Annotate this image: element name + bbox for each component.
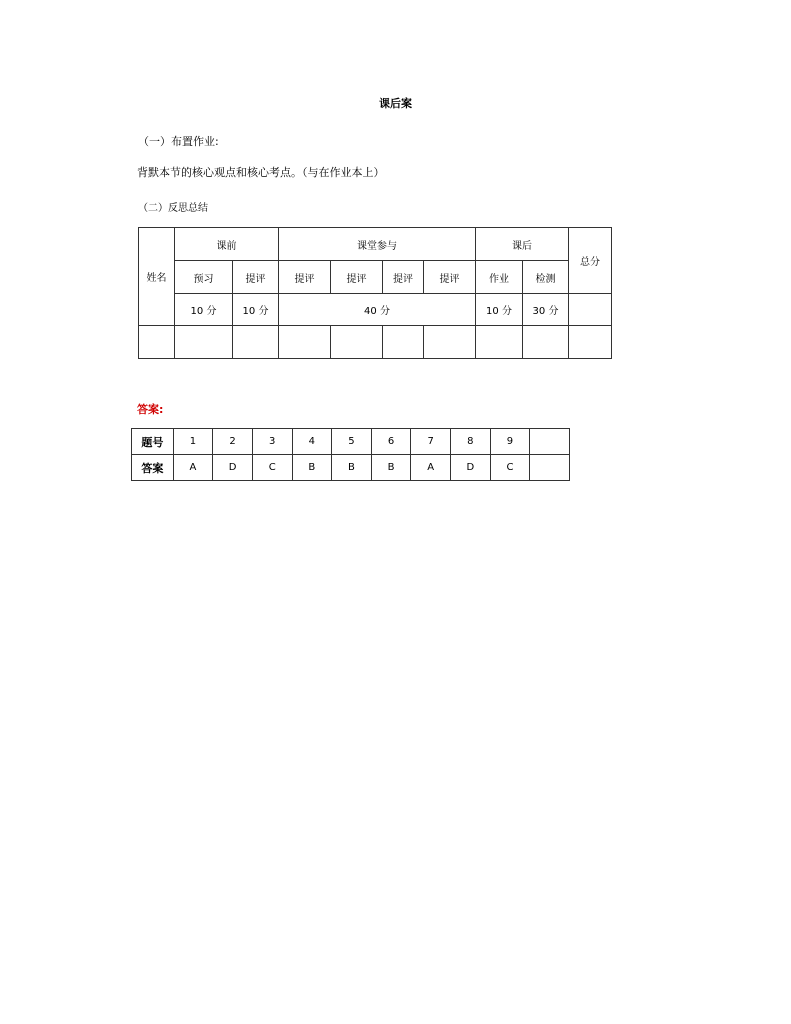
assignment-text: 背默本节的核心观点和核心考点。（与在作业本上） xyxy=(137,166,385,179)
answer-table xyxy=(131,428,570,481)
total-header: 总分 xyxy=(569,228,612,294)
homework-score: 10 分 xyxy=(476,294,523,326)
answer-cell xyxy=(530,455,570,481)
pre-class-header: 课前 xyxy=(175,228,279,261)
question-number-cell: 6 xyxy=(371,429,411,455)
tipin-header-1: 提评 xyxy=(233,261,279,294)
total-score-cell xyxy=(569,294,612,326)
answer-cell: C xyxy=(252,455,292,481)
in-class-header: 课堂参与 xyxy=(279,228,476,261)
tipin-header-5: 提评 xyxy=(424,261,476,294)
post-class-header: 课后 xyxy=(476,228,569,261)
blank-cell xyxy=(279,326,331,359)
section-reflect-heading: （二）反思总结 xyxy=(138,203,208,214)
tipin-score: 10 分 xyxy=(233,294,279,326)
question-number-cell: 9 xyxy=(490,429,530,455)
answer-cell: D xyxy=(213,455,253,481)
answer-cell: A xyxy=(173,455,213,481)
answer-row xyxy=(132,455,570,481)
answer-cell: B xyxy=(292,455,332,481)
tipin-header-4: 提评 xyxy=(383,261,424,294)
section-assign-heading: （一）布置作业: xyxy=(138,135,219,148)
evaluation-table xyxy=(138,227,612,359)
blank-cell xyxy=(424,326,476,359)
question-number-header: 题号 xyxy=(132,429,174,455)
preview-header: 预习 xyxy=(175,261,233,294)
question-number-row xyxy=(132,429,570,455)
question-number-cell: 8 xyxy=(451,429,491,455)
test-score: 30 分 xyxy=(523,294,569,326)
answer-cell: A xyxy=(411,455,451,481)
answer-cell: C xyxy=(490,455,530,481)
blank-cell xyxy=(569,326,612,359)
tipin-header-2: 提评 xyxy=(279,261,331,294)
homework-header: 作业 xyxy=(476,261,523,294)
answer-cell: D xyxy=(451,455,491,481)
question-number-cell: 7 xyxy=(411,429,451,455)
answer-label: 答案: xyxy=(137,403,164,416)
blank-cell xyxy=(523,326,569,359)
name-header: 姓名 xyxy=(139,228,175,326)
question-number-cell: 5 xyxy=(332,429,372,455)
page-title: 课后案 xyxy=(379,97,412,110)
blank-cell xyxy=(233,326,279,359)
preview-score: 10 分 xyxy=(175,294,233,326)
question-number-cell xyxy=(530,429,570,455)
blank-cell xyxy=(331,326,383,359)
question-number-cell: 3 xyxy=(252,429,292,455)
answer-header: 答案 xyxy=(132,455,174,481)
blank-cell xyxy=(139,326,175,359)
class-score: 40 分 xyxy=(279,294,476,326)
question-number-cell: 2 xyxy=(213,429,253,455)
answer-cell: B xyxy=(332,455,372,481)
blank-cell xyxy=(383,326,424,359)
blank-cell xyxy=(175,326,233,359)
blank-cell xyxy=(476,326,523,359)
answer-cell: B xyxy=(371,455,411,481)
tipin-header-3: 提评 xyxy=(331,261,383,294)
question-number-cell: 1 xyxy=(173,429,213,455)
test-header: 检测 xyxy=(523,261,569,294)
question-number-cell: 4 xyxy=(292,429,332,455)
